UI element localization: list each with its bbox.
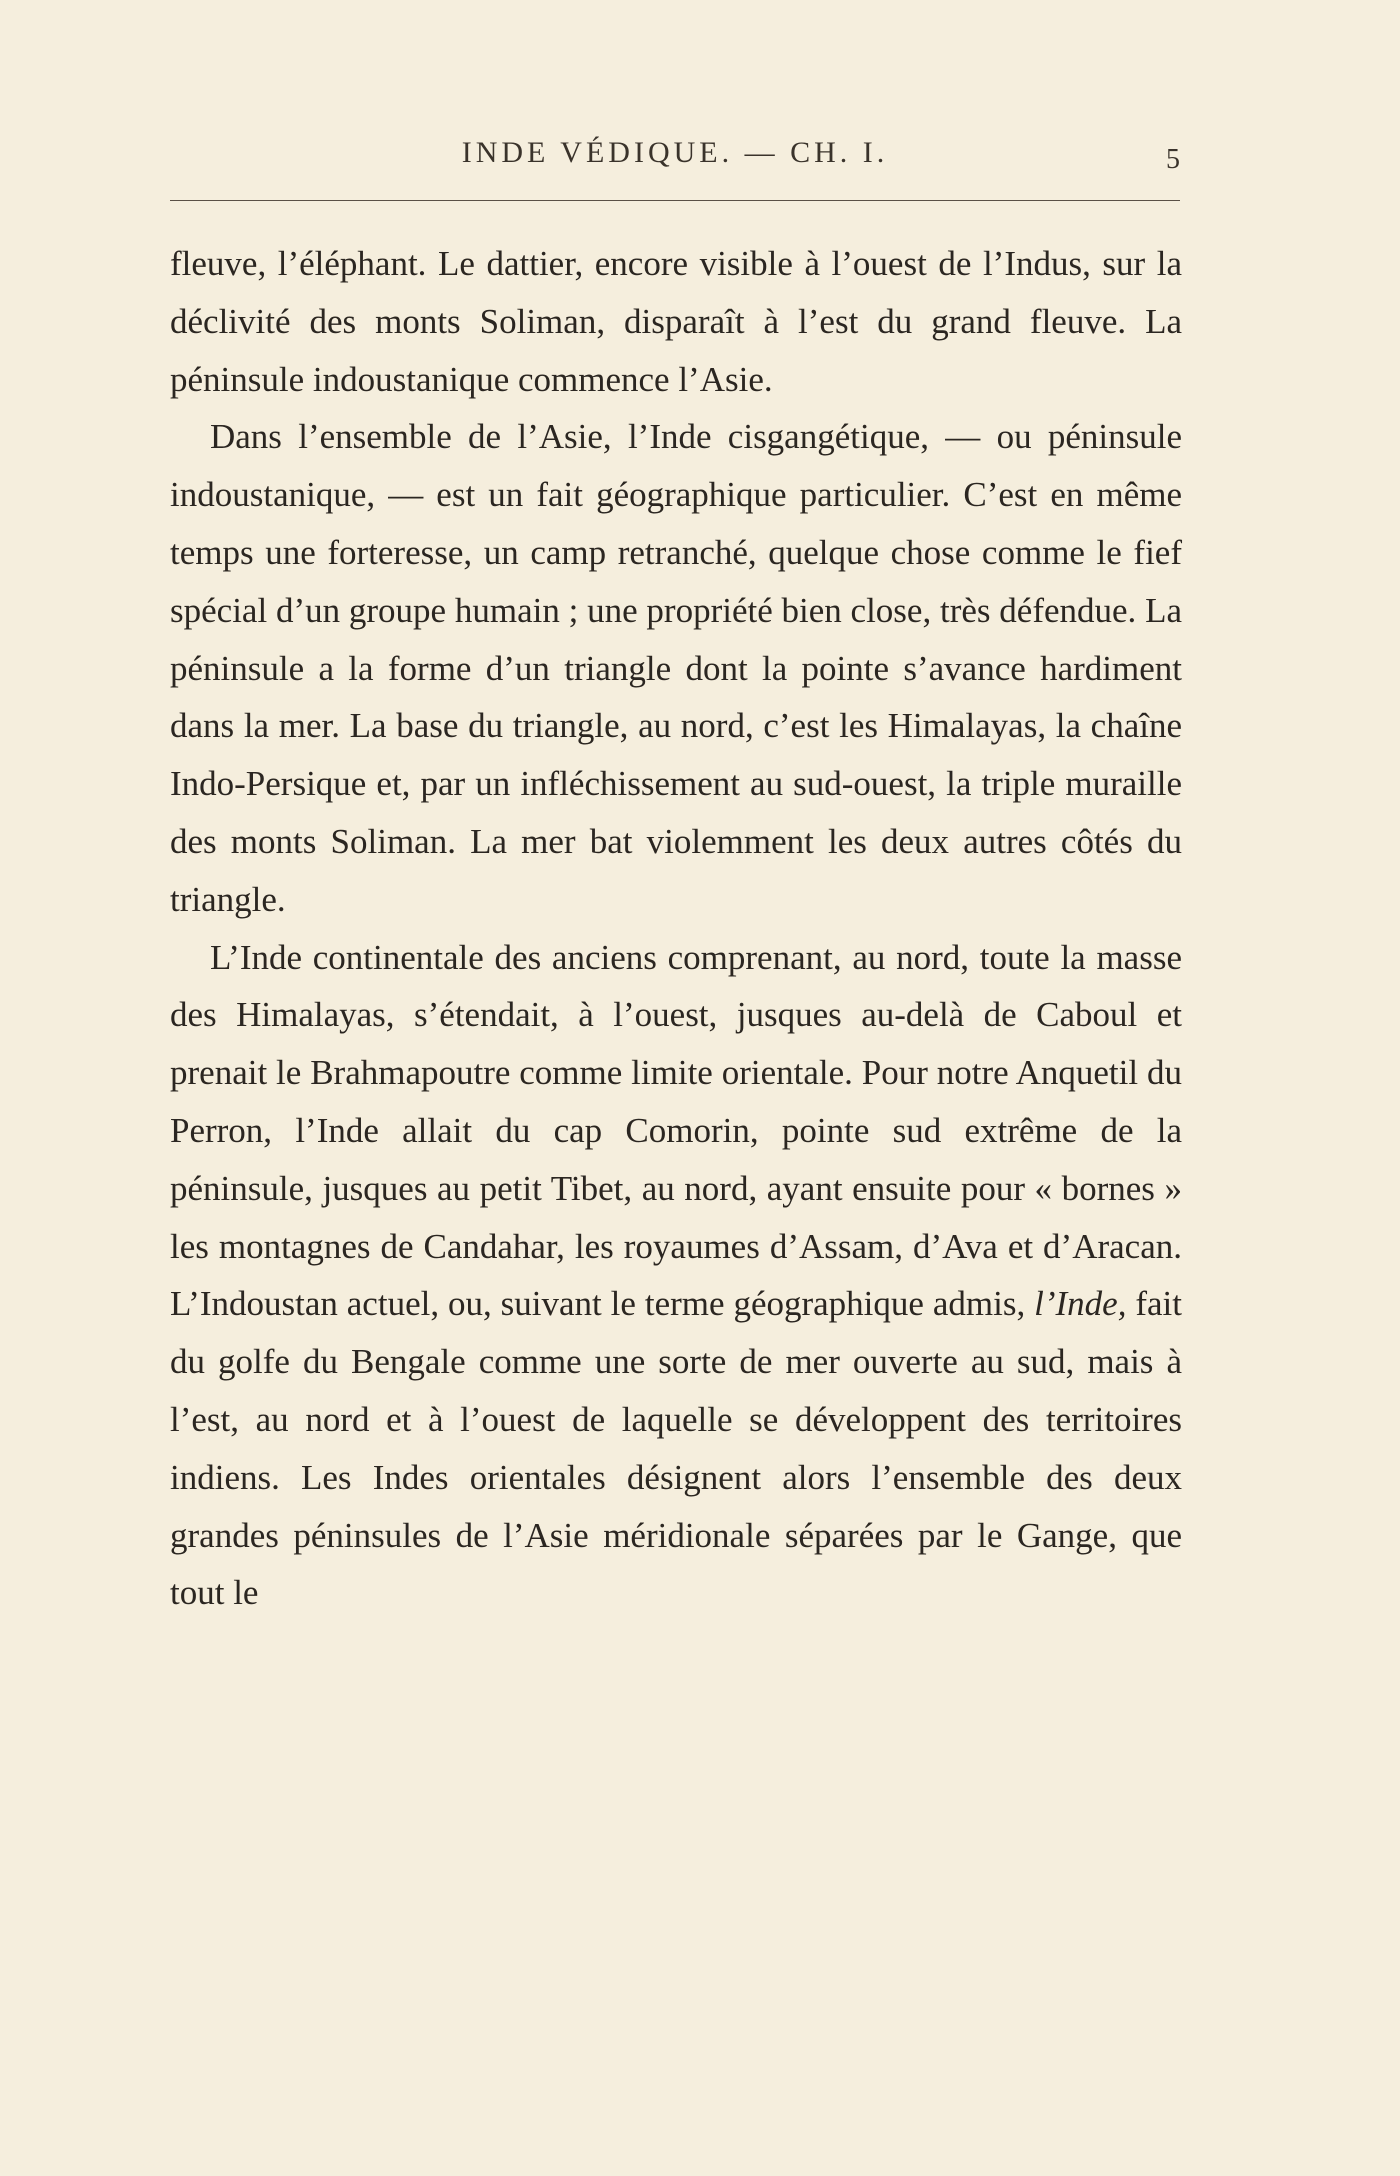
- header-rule: [170, 200, 1180, 201]
- running-title: INDE VÉDIQUE. — CH. I.: [461, 136, 889, 169]
- page-number: 5: [1166, 144, 1180, 175]
- paragraph-3-italic-term: l’Inde,: [1034, 1284, 1127, 1324]
- paragraph-1: fleuve, l’éléphant. Le dattier, encore visible à l’ouest de l’Indus, sur la déclivité des monts Soliman, disparaît à l’est du grand fleuve. La péninsule indoustanique commence l’Asie.: [170, 244, 1182, 399]
- paragraph-2: Dans l’ensemble de l’Asie, l’Inde cisgangétique, — ou péninsule indoustanique, — est un fait géographique particulier. C’est en même temps une forteresse, un camp retranché, quelque chose comme le fief spécial d’un groupe humain ; une propriété bien close, très défendue. La péninsule a la forme d’un triangle dont la pointe s’avance hardiment dans la mer. La base du triangle, au nord, c’est les Himalayas, la chaîne Indo-Persique et, par un infléchissement au sud-ouest, la triple muraille des monts Soliman. La mer bat violemment les deux autres côtés du triangle.: [170, 417, 1182, 919]
- paragraph-3: [170, 929, 1182, 1623]
- paragraph-3-text-after: fait du golfe du Bengale comme une sorte de mer ouverte au sud, mais à l’est, au nord et à l’ouest de laquelle se développent des territoires indiens. Les Indes orientales désignent alors l’ensemble des deux grandes péninsules de l’Asie méridionale séparées par le Gange, que tout le: [170, 1284, 1183, 1613]
- running-head: [170, 136, 1180, 180]
- body-text: [170, 235, 1182, 1622]
- paragraph-3-text-before: L’Inde continentale des anciens comprenant, au nord, toute la masse des Himalayas, s’étendait, à l’ouest, jusques au-delà de Caboul et prenait le Brahmapoutre comme limite orientale. Pour notre Anquetil du Perron, l’Inde allait du cap Comorin, pointe sud extrême de la péninsule, jusques au petit Tibet, au nord, ayant ensuite pour « bornes » les montagnes de Candahar, les royaumes d’Assam, d’Ava et d’Aracan. L’Indoustan actuel, ou, suivant le terme géographique admis,: [170, 937, 1182, 1324]
